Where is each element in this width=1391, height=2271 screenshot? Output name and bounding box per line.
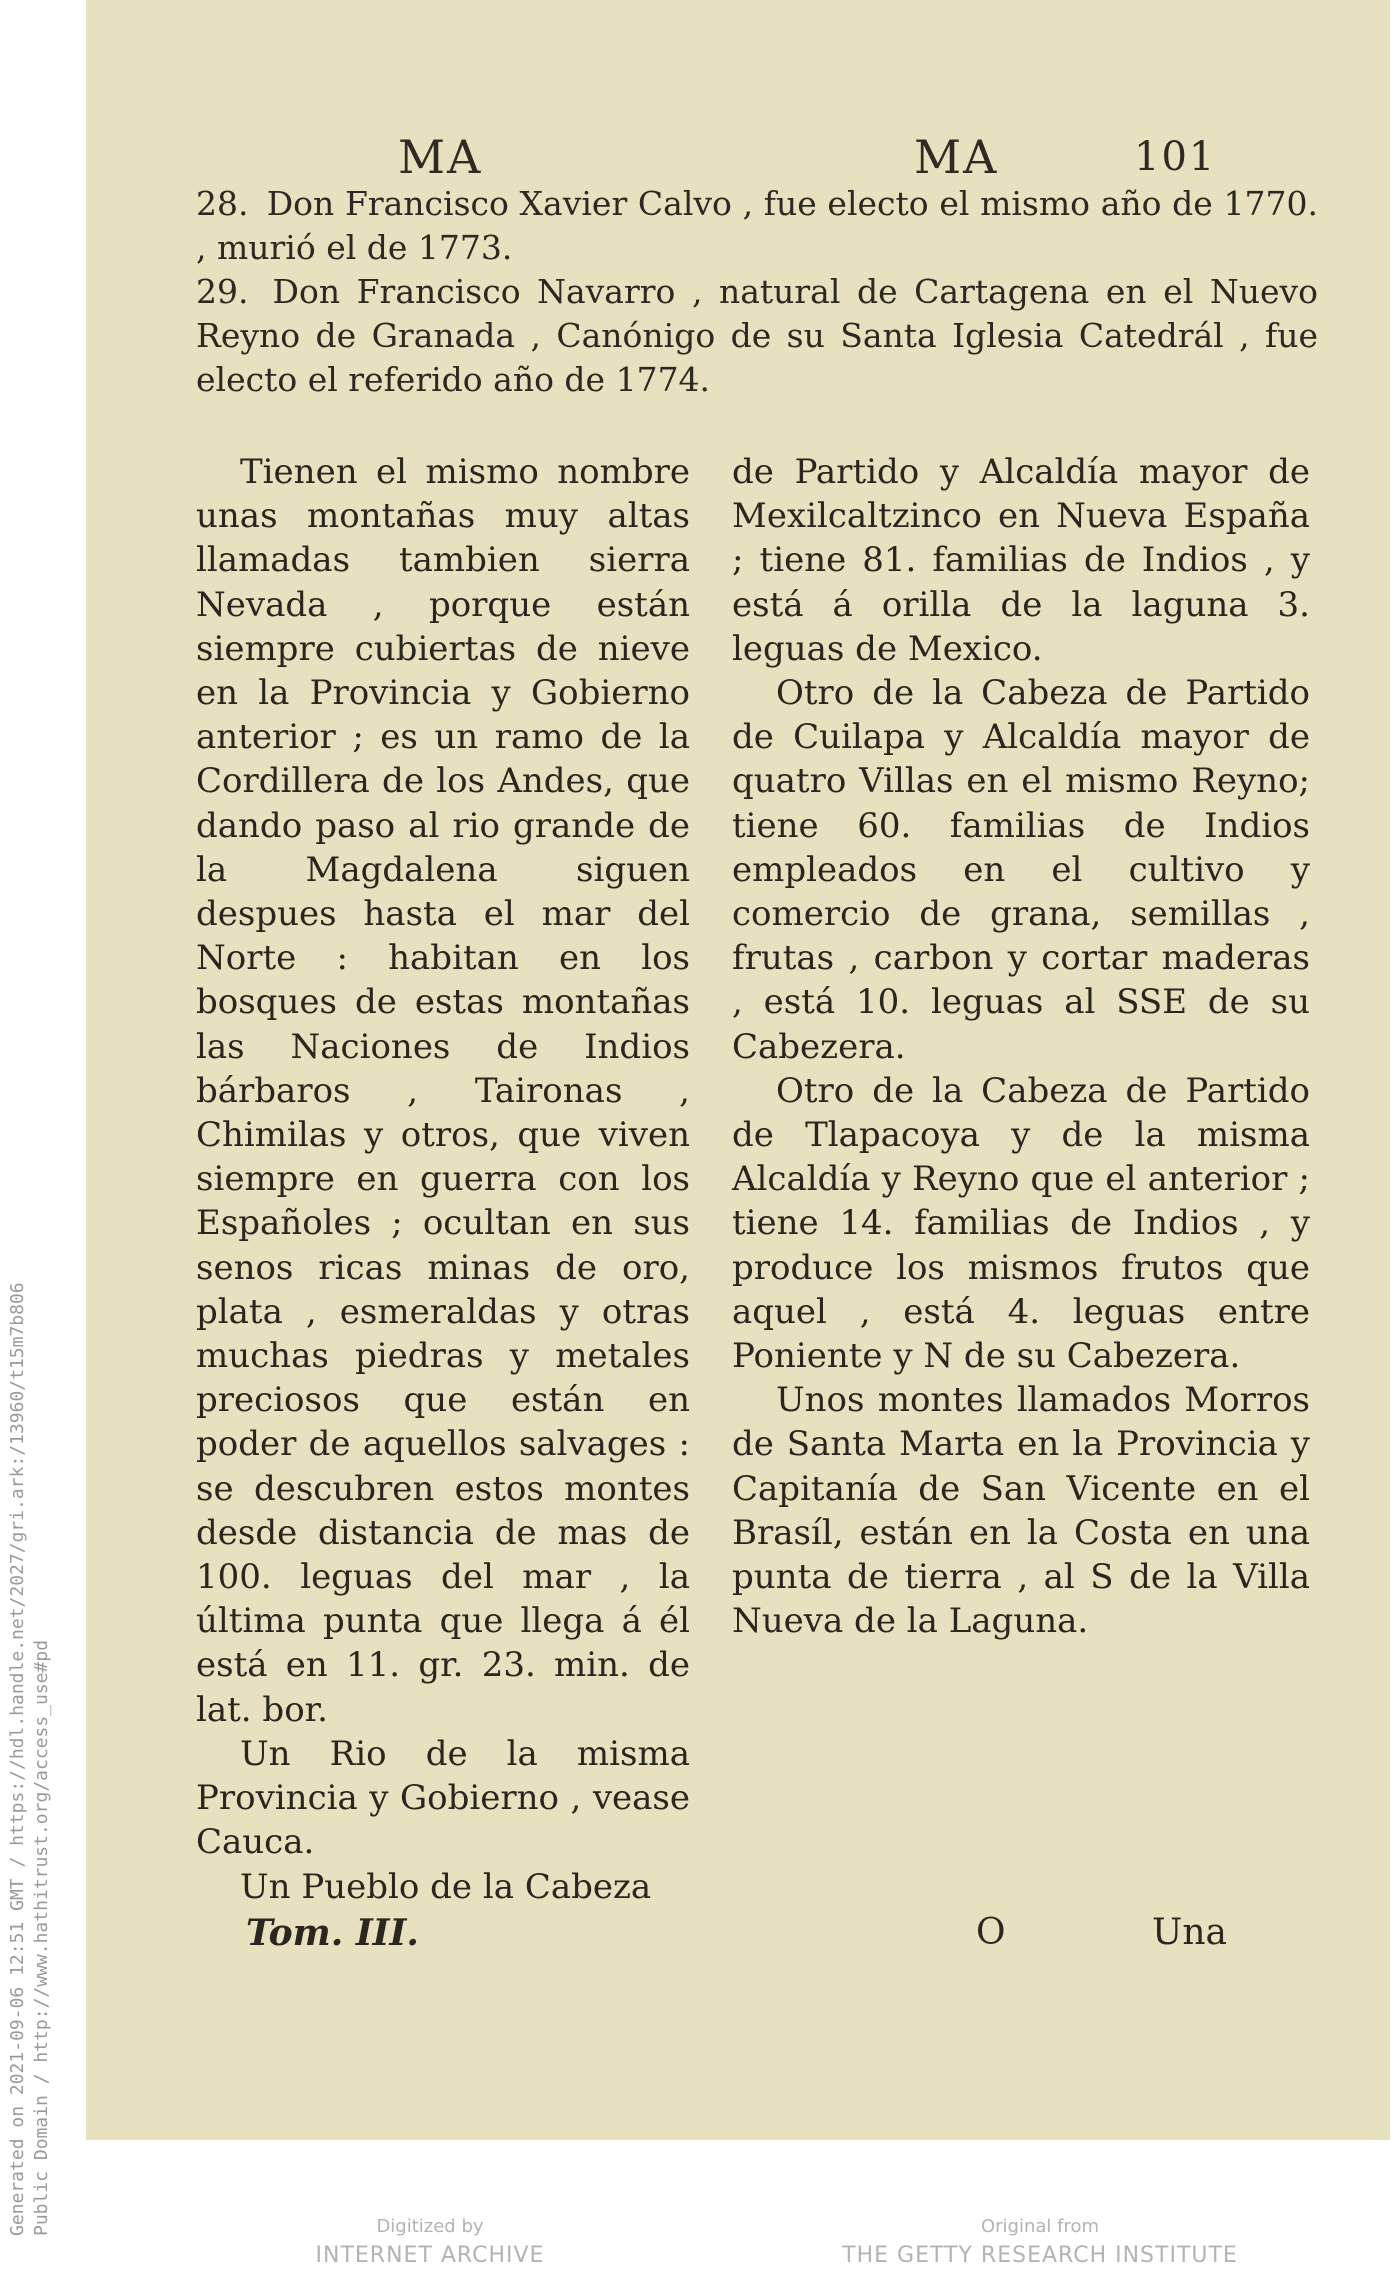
watermark-small-text: Digitized by (376, 2216, 484, 2237)
entry-28 (196, 182, 1318, 270)
paragraph: Tienen el mismo nombre unas montañas muy altas llamadas tambien sierra Nevada , porque están siempre cubiertas de nieve en la Provincia y Gobierno anterior ; es un ramo de la Cordillera de los Andes, que dando paso al rio grande de la Magdalena siguen despues hasta el mar del Norte : habitan en los bosques de estas montañas las Naciones de Indios bárbaros , Taironas , Chimilas y otros, que viven siempre en guerra con los Españoles ; ocultan en sus senos ricas minas de oro, plata , esmeraldas y otras muchas piedras y metales preciosos que están en poder de aquellos salvages : se descubren estos montes desde distancia de mas de 100. leguas del mar , la última punta que llega á él está en 11. gr. 23. min. de lat. bor. (196, 452, 690, 1730)
running-head-right: MA (914, 130, 999, 184)
signature-mark: O (976, 1912, 1006, 1953)
watermark-small-text: Original from (980, 2216, 1100, 2237)
entry-number: 29. (196, 272, 249, 311)
volume-mark: Tom. III. (246, 1912, 419, 1954)
stamp-line-2: Public Domain / http://www.hathitrust.org/access_use#pd (31, 1639, 52, 2236)
paragraph: Unos montes llamados Morros de Santa Marta en la Provincia y Capitanía de San Vicente en el Brasíl, están en la Costa en una punta de tierra , al S de la Villa Nueva de la Laguna. (732, 1380, 1310, 1642)
digitized-by-watermark (230, 2216, 630, 2268)
paragraph: Otro de la Cabeza de Partido de Cuilapa y Alcaldía mayor de quatro Villas en el mismo Reyno; tiene 60. familias de Indios empleados en el cultivo y comercio de grana, semillas , frutas , carbon y cortar maderas , está 10. leguas al SSE de su Cabezera. (732, 673, 1310, 1067)
paragraph: Un Pueblo de la Cabeza (240, 1866, 652, 1907)
entry-29 (196, 270, 1318, 402)
paragraph: Un Rio de la misma Provincia y Gobierno , vease Cauca. (196, 1733, 690, 1863)
original-from-watermark (840, 2216, 1240, 2268)
entry-text: Don Francisco Navarro , natural de Cartagena en el Nuevo Reyno de Granada , Canónigo de su Santa Iglesia Catedrál , fue electo el referido año de 1774. (196, 272, 1318, 399)
top-entries (196, 182, 1318, 402)
generation-stamp (6, 1282, 54, 2236)
right-column (732, 450, 1310, 1643)
left-column (196, 450, 690, 1909)
catchword: Una (1152, 1912, 1227, 1953)
stamp-line-1: Generated on 2021-09-06 12:51 GMT / https://hdl.handle.net/2027/gri.ark:/13960/t15m7b806 (7, 1282, 28, 2236)
watermark-big-text: INTERNET ARCHIVE (315, 2243, 545, 2268)
entry-number: 28. (196, 184, 249, 223)
page-number: 101 (1134, 134, 1217, 180)
scanned-page (86, 0, 1390, 2140)
watermark-big-text: THE GETTY RESEARCH INSTITUTE (842, 2243, 1238, 2268)
entry-text: Don Francisco Xavier Calvo , fue electo el mismo año de 1770. , murió el de 1773. (196, 184, 1318, 267)
running-head-left: MA (398, 130, 483, 184)
paragraph: de Partido y Alcaldía mayor de Mexilcaltzinco en Nueva España ; tiene 81. familias de Indios , y está á orilla de la laguna 3. leguas de Mexico. (732, 452, 1310, 669)
paragraph: Otro de la Cabeza de Partido de Tlapacoya y de la misma Alcaldía y Reyno que el anterior ; tiene 14. familias de Indios , y produce los mismos frutos que aquel , está 4. leguas entre Poniente y N de su Cabezera. (732, 1070, 1310, 1377)
